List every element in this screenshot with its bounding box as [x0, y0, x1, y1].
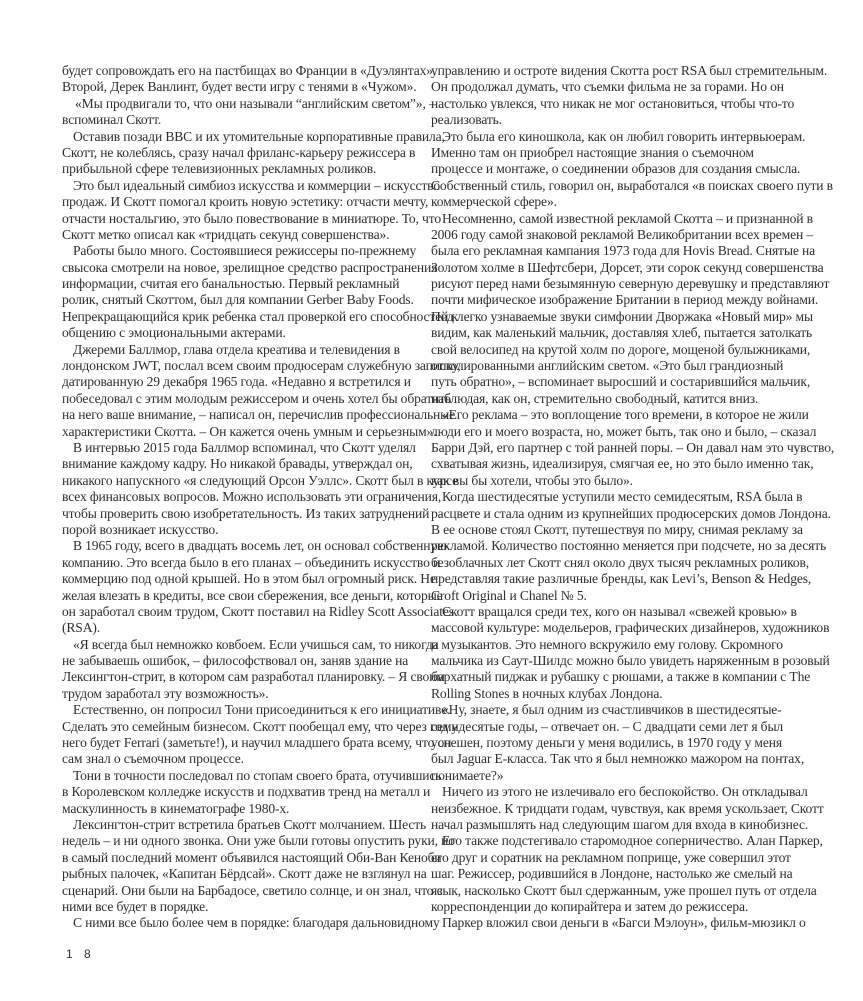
text-line: массовой культуре: модельеров, графических дизайнеров, художников: [431, 620, 830, 636]
text-line: Тони в точности последовал по стопам своего брата, отучившись: [73, 767, 442, 783]
paragraph: [431, 210, 830, 408]
text-line: (RSA).: [62, 620, 100, 636]
text-line: ними все будет в порядке.: [62, 898, 209, 914]
paragraph: [62, 63, 442, 96]
paragraph: [431, 489, 831, 604]
text-line: Скотт метко описал как «тридцать секунд совершенства».: [62, 226, 390, 242]
text-line: Когда шестидесятые уступили место семидесятым, RSA была в: [442, 489, 803, 505]
text-line: компанию. Это всегда было в его планах – объединить искусство и: [62, 554, 441, 570]
text-line: как вы бы хотели, чтобы это было».: [431, 472, 633, 488]
text-line: корреспонденции до копирайтера и затем до режиссера.: [431, 898, 749, 914]
text-line: него будет Ferrari (заметьте!), и научил младшего брата всему, что он: [62, 735, 452, 751]
text-line: рисуют перед нами безымянную северную деревушку и представляют: [431, 276, 830, 292]
text-line: понимаете?»: [431, 767, 504, 783]
text-line: внимание каждому кадру. Но никакой бравады, утверждал он,: [62, 456, 413, 472]
paragraph: [62, 178, 442, 244]
text-line: Он продолжал думать, что съемки фильма не за горами. Но он: [431, 79, 784, 95]
text-line: реализовать.: [431, 112, 502, 128]
text-line: побеседовал с этим молодым режиссером и очень хотел бы обратить: [62, 390, 452, 406]
text-line: Под легко узнаваемые звуки симфонии Дворжака «Новый мир» мы: [431, 308, 813, 324]
text-line: желая влезать в кредиты, все свои сбережения, все деньги, которые: [62, 587, 443, 603]
paragraph: [431, 128, 833, 211]
text-line: бархатный пиджак и рубашку с рюшами, а также в компании с The: [431, 669, 811, 685]
text-line: рекламой. Количество постоянно меняется при подсчете, но за десять: [431, 538, 827, 554]
text-line: шаг. Режиссер, родившийся в Лондоне, настолько же смелый на: [431, 866, 793, 882]
text-line: в самый последний момент объявился настоящий Оби-Ван Кеноби: [62, 849, 442, 865]
text-line: Лексингтон-стрит, в котором сам разработал планировку. – Я своим: [62, 669, 445, 685]
text-line: безоблачных лет Скотт снял около двух тысяч рекламных роликов,: [431, 554, 810, 570]
text-line: Второй, Дерек Ванлинт, будет вести игру с тенями в «Чужом».: [62, 79, 417, 95]
text-line: отчасти ностальгию, это было повествование в миниатюре. То, что: [62, 210, 441, 226]
right-column: [431, 63, 835, 932]
text-line: всех финансовых вопросов. Можно использовать эти ограничения,: [62, 489, 442, 505]
text-line: Работы было много. Состоявшиеся режиссеры по-прежнему: [73, 243, 417, 259]
text-line: его друг и соратник на рекламном поприще, уже совершил этот: [431, 849, 791, 865]
text-line: датированную 29 декабря 1965 года. «Недавно я встретился и: [62, 374, 411, 390]
text-line: представляя такие различные бренды, как Levi’s, Benson & Hedges,: [431, 571, 812, 587]
text-line: В 1965 году, всего в двадцать восемь лет, он основал собственную: [73, 538, 447, 554]
text-line: почти мифическое изображение Британии в период между войнами.: [431, 292, 819, 308]
text-line: В ее основе стоял Скотт, путешествуя по миру, снимая рекламу за: [431, 521, 803, 537]
text-line: Естественно, он попросил Тони присоединиться к его инициативе.: [73, 702, 451, 718]
text-line: в Королевском колледже искусств и подхватив тренд на металл и: [62, 784, 431, 800]
paragraph: [62, 768, 442, 817]
paragraph: [62, 816, 455, 915]
text-line: вспоминал Скотт.: [62, 112, 162, 128]
text-line: ролик, снятый Скоттом, был для компании Gerber Baby Foods.: [62, 292, 414, 308]
text-line: информации, считая его банальностью. Первый рекламный: [62, 276, 400, 292]
text-line: чтобы проверить свою изобретательность. Из таких затруднений: [62, 505, 430, 521]
text-line: «Ну, знаете, я был одним из счастливчиков в шестидесятые-: [442, 702, 782, 718]
text-line: процессе и монтаже, о соединении образов для создания смысла.: [431, 161, 801, 177]
text-line: трудом заработал эту возможность».: [62, 685, 269, 701]
text-line: недель – и ни одного звонка. Они уже были готовы опустить руки, но: [62, 833, 455, 849]
text-line: С ними все было более чем в порядке: благодаря дальновидному: [73, 915, 440, 931]
text-line: расцвете и стала одним из крупнейших продюсерских домов Лондона.: [431, 505, 831, 521]
text-line: Собственный стиль, говорил он, выработался «в поисках своего пути в: [431, 177, 833, 193]
text-line: В интервью 2015 года Баллмор вспоминал, что Скотт уделял: [73, 439, 416, 455]
text-line: управлению и остроте видения Скотта рост RSA был стремительным.: [431, 63, 828, 78]
text-line: Croft Original и Chanel № 5.: [431, 587, 587, 603]
text-line: будет сопровождать его на пастбищах во Франции в «Дуэлянтах».: [62, 63, 437, 78]
text-line: общению с эмоциональными актерами.: [62, 325, 286, 341]
text-line: семидесятые годы, – отвечает он. – С двадцати семи лет я был: [431, 718, 784, 734]
text-line: Джереми Баллмор, глава отдела креатива и телевидения в: [73, 341, 400, 357]
text-line: Паркер вложил свои деньги в «Багси Мэлоун», фильм-мюзикл о: [442, 915, 806, 931]
text-line: Именно там он приобрел настоящие знания о съемочном: [431, 144, 754, 160]
text-line: порой возникает искусство.: [62, 521, 219, 537]
left-column: [62, 63, 461, 932]
paragraph: [431, 915, 811, 931]
text-line: наблюдая, как он, стремительно свободный, катится вниз.: [431, 390, 759, 406]
paragraph: [62, 636, 445, 703]
text-line: был Jaguar E-класса. Так что я был немножко мажором на понтах,: [431, 751, 805, 767]
text-line: отполированными английским светом. «Это был грандиозный: [431, 358, 784, 374]
text-line: настолько увлекся, что никак не мог остановиться, чтобы что-то: [431, 95, 795, 111]
text-line: «Мы продвигали то, что они называли “английским светом”», –: [75, 95, 436, 111]
text-line: мальчика из Саут-Шилдс можно было увидеть наряженным в розовый: [431, 653, 830, 669]
text-line: не забываешь ошибок, – философствовал он, заняв здание на: [62, 653, 409, 669]
text-line: 2006 году самой знаковой рекламой Великобритании всех времен –: [431, 226, 814, 242]
paragraph: [62, 702, 459, 768]
text-line: никакого напускного «я следующий Орсон Уэллс». Скотт был в курсе: [62, 472, 458, 488]
paragraph: [62, 128, 445, 178]
text-line: коммерцию под одной крышей. Но в этом был огромный риск. Не: [62, 571, 436, 587]
paragraph: [431, 63, 828, 129]
text-line: была его рекламная кампания 1973 года для Hovis Bread. Снятые на: [431, 243, 815, 259]
text-line: Золотом холме в Шефтсбери, Дорсет, эти сорок секунд совершенства: [431, 259, 824, 275]
text-line: Скотт, не колеблясь, сразу начал фриланс-карьеру режиссера в: [62, 144, 416, 160]
text-line: схватывая жизнь, идеализируя, смягчая ее, но это было именно так,: [431, 456, 814, 472]
text-line: Несомненно, самой известной рекламой Скотта – и признанной в: [442, 210, 813, 226]
text-line: неизбежное. К тридцати годам, чувствуя, как время ускользает, Скотт: [431, 800, 824, 816]
text-line: Ничего из этого не излечивало его беспокойство. Он откладывал: [442, 784, 808, 800]
paragraph: [62, 96, 442, 129]
text-line: язык, насколько Скотт был сдержанным, уже прошел путь от отдела: [431, 882, 817, 898]
text-line: и музыкантов. Это немного вскружило ему голову. Скромного: [431, 636, 783, 652]
paragraph: [62, 538, 454, 636]
text-line: Это был идеальный симбиоз искусства и коммерции – искусство: [73, 177, 441, 193]
text-line: Скотт вращался среди тех, кого он называл «свежей кровью» в: [442, 603, 797, 619]
paragraph: [62, 439, 458, 538]
paragraph: [62, 243, 458, 341]
text-line: рыбных палочек, «Капитан Бёрдсай». Скотт даже не взглянул на: [62, 866, 427, 882]
paragraph: [431, 407, 835, 489]
page-number: 1 8: [66, 947, 95, 961]
text-line: коммерческой сфере».: [431, 194, 557, 210]
text-line: Непрекращающийся крик ребенка стал проверкой его способностей к: [62, 308, 458, 324]
text-line: сам знал о съемочном процессе.: [62, 751, 244, 767]
text-line: свысока смотрели на новое, зрелищное средство распространения: [62, 259, 438, 275]
text-line: характеристики Скотта. – Он кажется очень умным и серьезным».: [62, 423, 437, 439]
text-line: на него ваше внимание, – написал он, перечислив профессиональные: [62, 407, 456, 423]
text-line: лондонском JWT, послал всем своим продюсерам служебную записку,: [62, 358, 461, 374]
text-line: Барри Дэй, его партнер с той ранней поры. – Он давал нам это чувство,: [431, 439, 835, 455]
text-line: Оставив позади BBC и их утомительные корпоративные правила,: [73, 128, 445, 144]
text-line: начал размышлять над следующим шагом для входа в кинобизнес.: [431, 816, 809, 832]
text-line: «Его реклама – это воплощение того времени, в которое не жили: [442, 407, 809, 423]
text-line: он заработал своим трудом, Скотт поставил на Ridley Scott Associates: [62, 603, 454, 619]
paragraph: [62, 915, 442, 931]
text-line: сценарий. Они были на Барбадосе, светило солнце, и он знал, что с: [62, 882, 443, 898]
text-line: маскулинность в кинематографе 1980-х.: [62, 800, 290, 816]
text-line: свой велосипед на крутой холм по дороге, мощеной булыжниками,: [431, 341, 811, 357]
text-line: Его также подстегивало старомодное соперничество. Алан Паркер,: [442, 833, 823, 849]
text-line: Это была его киношкола, как он любил говорить интервьюерам.: [442, 128, 806, 144]
text-line: продаж. И Скотт помогал кроить новую эстетику: отчасти мечту,: [62, 194, 429, 210]
paragraph: [431, 702, 811, 784]
paragraph: [431, 833, 823, 915]
text-line: успешен, поэтому деньги у меня водились, в 1970 году у меня: [431, 735, 782, 751]
text-line: путь обратно», – вспоминает выросший и состарившийся мальчик,: [431, 374, 811, 390]
paragraph: [62, 341, 461, 440]
text-line: Rolling Stones в ночных клубах Лондона.: [431, 685, 663, 701]
paragraph: [431, 784, 824, 833]
text-line: Лексингтон-стрит встретила братьев Скотт молчанием. Шесть: [73, 816, 427, 832]
text-line: «Я всегда был немножко ковбоем. Если учишься сам, то никогда: [73, 636, 439, 652]
text-line: видим, как маленький мальчик, доставляя хлеб, пытается затолкать: [431, 325, 813, 341]
paragraph: [431, 603, 830, 702]
text-line: люди его и моего возраста, но, может быть, так оно и было, – сказал: [431, 423, 817, 439]
text-line: Сделать это семейным бизнесом. Скотт пообещал ему, что через год у: [62, 718, 459, 734]
text-line: прибыльной сфере телевизионных рекламных роликов.: [62, 161, 377, 177]
